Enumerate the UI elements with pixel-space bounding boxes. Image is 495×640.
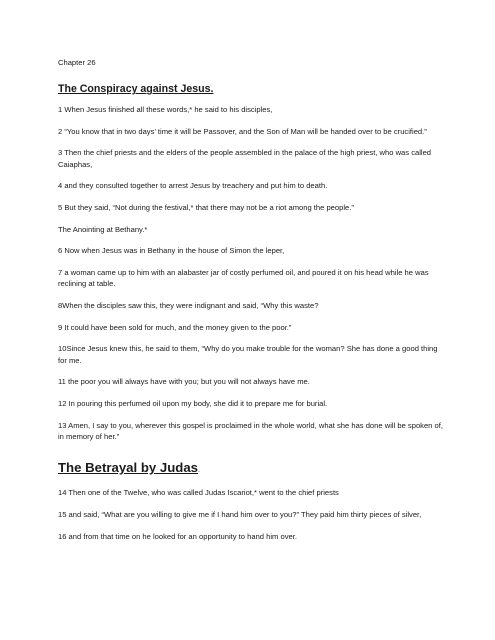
section-heading-betrayal: [58, 460, 443, 479]
verse-2: 2 “You know that in two days’ time it will be Passover, and the Son of Man will be handed over to be crucified.”: [58, 126, 427, 136]
verse-10: 10Since Jesus knew this, he said to them, “Why do you make trouble for the woman? She has done a good thing for me.: [58, 344, 438, 365]
chapter-label: Chapter 26: [58, 58, 96, 67]
verse-3: 3 Then the chief priests and the elders of the people assembled in the palace of the high priest, who was called Caiaphas,: [58, 148, 432, 169]
section-heading-betrayal-text: The Betrayal by Judas: [58, 460, 198, 476]
verse-11: 11 the poor you will always have with you; but you will not always have me.: [58, 377, 310, 387]
verse-9: 9 It could have been sold for much, and the money given to the poor.”: [58, 322, 292, 332]
verse-16: 16 and from that time on he looked for an opportunity to hand him over.: [58, 531, 297, 541]
subheading-anointing: The Anointing at Bethany.*: [58, 224, 148, 234]
verse-15: 15 and said, “What are you willing to give me if I hand him over to you?” They paid him thirty pieces of silver,: [58, 509, 422, 519]
verse-7: 7 a woman came up to him with an alabaster jar of costly perfumed oil, and poured it on his head while he was reclining at table.: [58, 268, 429, 289]
section-heading-betrayal-suffix: .: [198, 467, 200, 475]
section-heading-conspiracy: The Conspiracy against Jesus.: [58, 83, 214, 95]
verse-5: 5 But they said, “Not during the festival,* that there may not be a riot among the people.”: [58, 203, 354, 213]
page-content: [58, 58, 443, 542]
verse-8: 8When the disciples saw this, they were indignant and said, “Why this waste?: [58, 301, 319, 311]
verse-13: 13 Amen, I say to you, wherever this gospel is proclaimed in the whole world, what she has done will be spoken of, in memory of her.”: [58, 420, 443, 441]
verse-4: 4 and they consulted together to arrest Jesus by treachery and put him to death.: [58, 181, 328, 191]
verse-1: 1 When Jesus finished all these words,* he said to his disciples,: [58, 105, 273, 114]
verse-14: 14 Then one of the Twelve, who was called Judas Iscariot,* went to the chief priests: [58, 488, 339, 498]
verse-6: 6 Now when Jesus was in Bethany in the house of Simon the leper,: [58, 246, 285, 256]
verse-12: 12 In pouring this perfumed oil upon my body, she did it to prepare me for burial.: [58, 399, 328, 409]
